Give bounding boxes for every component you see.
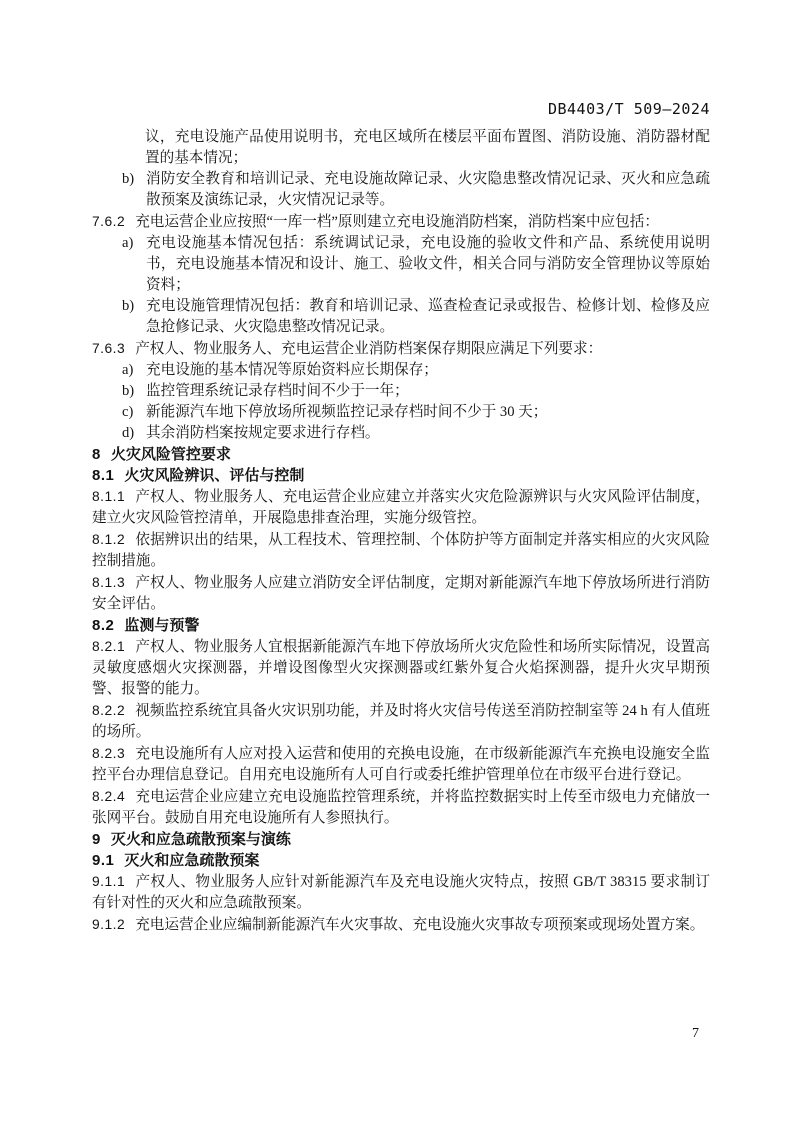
clause-text: 充电运营企业应建立充电设施监控管理系统，并将监控数据实时上传至市级电力充储放一张网平台。鼓励自用充电设施所有人参照执行。 [92, 789, 710, 826]
page-number: 7 [692, 1026, 699, 1041]
list-item-b [92, 381, 710, 402]
subsection-title: 灭火和应急疏散预案 [124, 852, 260, 869]
clause-text: 产权人、物业服务人、充电运营企业消防档案保存期限应满足下列要求： [135, 341, 603, 357]
section-title: 火灾风险管控要求 [110, 446, 231, 463]
list-item-text: 新能源汽车地下停放场所视频监控记录存档时间不少于 30 天； [146, 404, 548, 420]
subsection-title: 监测与预警 [124, 617, 200, 634]
list-item-a [92, 233, 710, 296]
clause-8-2-4 [92, 786, 710, 829]
subsection-number: 9.1 [92, 852, 115, 869]
clause-number: 7.6.3 [92, 341, 126, 356]
section-title: 灭火和应急疏散预案与演练 [110, 831, 291, 848]
list-item-text: 充电设施基本情况包括：系统调试记录，充电设施的验收文件和产品、系统使用说明书，充电设施基本情况和设计、施工、验收文件，相关合同与消防安全管理协议等原始资料； [146, 235, 710, 293]
clause-8-2-1 [92, 636, 710, 700]
standard-number-header: DB4403/T 509—2024 [547, 100, 710, 118]
list-marker: c) [122, 404, 134, 420]
list-item-text: 充电设施的基本情况等原始资料应长期保存； [146, 362, 438, 378]
clause-number: 7.6.2 [92, 214, 126, 229]
section-heading-8 [92, 444, 710, 465]
section-number: 8 [92, 446, 101, 463]
list-item-d [92, 423, 710, 444]
clause-number: 8.1.3 [92, 575, 126, 590]
subsection-number: 8.1 [92, 467, 115, 484]
list-item-text: 消防安全教育和培训记录、充电设施故障记录、火灾隐患整改情况记录、灭火和应急疏散预案及演练记录，火灾情况记录等。 [146, 171, 710, 208]
clause-8-1-2 [92, 529, 710, 572]
subsection-number: 8.2 [92, 617, 115, 634]
clause-text: 产权人、物业服务人宜根据新能源汽车地下停放场所火灾危险性和场所实际情况，设置高灵敏度感烟火灾探测器，并增设图像型火灾探测器或红紫外复合火焰探测器，提升火灾早期预警、报警的能力。 [92, 639, 710, 697]
clause-number: 9.1.2 [92, 917, 126, 932]
clause-text: 产权人、物业服务人应建立消防安全评估制度，定期对新能源汽车地下停放场所进行消防安全评估。 [92, 575, 710, 612]
clause-9-1-1 [92, 871, 710, 914]
list-marker: b) [122, 171, 135, 187]
subsection-heading-8-1 [92, 465, 710, 486]
clause-number: 8.2.4 [92, 789, 126, 804]
clause-text: 产权人、物业服务人应针对新能源汽车及充电设施火灾特点，按照 GB/T 38315 要求制订有针对性的灭火和应急疏散预案。 [92, 874, 710, 911]
list-item-text: 充电设施管理情况包括：教育和培训记录、巡查检查记录或报告、检修计划、检修及应急抢修记录、火灾隐患整改情况记录。 [146, 298, 710, 335]
list-marker: a) [122, 235, 134, 251]
clause-7-6-3 [92, 338, 710, 360]
list-item-text: 监控管理系统记录存档时间不少于一年； [146, 383, 409, 399]
clause-text: 充电运营企业应按照“一库一档”原则建立充电设施消防档案，消防档案中应包括： [135, 214, 659, 230]
list-item-a [92, 360, 710, 381]
clause-8-2-3 [92, 743, 710, 786]
document-body [92, 127, 710, 936]
subsection-title: 火灾风险辨识、评估与控制 [124, 467, 305, 484]
clause-text: 产权人、物业服务人、充电运营企业应建立并落实火灾危险源辨识与火灾风险评估制度，建立火灾风险管控清单，开展隐患排查治理，实施分级管控。 [92, 489, 710, 526]
paragraph-continuation: 议，充电设施产品使用说明书，充电区域所在楼层平面布置图、消防设施、消防器材配置的基本情况； [145, 129, 710, 166]
clause-text: 依据辨识出的结果，从工程技术、管理控制、个体防护等方面制定并落实相应的火灾风险控制措施。 [92, 532, 710, 569]
section-number: 9 [92, 831, 101, 848]
list-marker: a) [122, 362, 134, 378]
clause-number: 8.2.1 [92, 639, 126, 654]
list-marker: b) [122, 298, 135, 314]
section-heading-9 [92, 829, 710, 850]
subsection-heading-8-2 [92, 615, 710, 636]
list-item-text: 其余消防档案按规定要求进行存档。 [146, 425, 380, 441]
clause-8-2-2 [92, 700, 710, 743]
list-marker: d) [122, 425, 135, 441]
clause-8-1-3 [92, 572, 710, 615]
clause-number: 8.1.1 [92, 489, 126, 504]
clause-9-1-2 [92, 914, 710, 936]
clause-text: 视频监控系统宜具备火灾识别功能，并及时将火灾信号传送至消防控制室等 24 h 有人值班的场所。 [92, 703, 710, 740]
clause-7-6-2 [92, 211, 710, 233]
list-item-b [92, 169, 710, 211]
clause-number: 9.1.1 [92, 874, 126, 889]
clause-8-1-1 [92, 486, 710, 529]
subsection-heading-9-1 [92, 850, 710, 871]
clause-number: 8.2.3 [92, 746, 126, 761]
list-item-c [92, 402, 710, 423]
clause-text: 充电运营企业应编制新能源汽车火灾事故、充电设施火灾事故专项预案或现场处置方案。 [135, 917, 705, 933]
list-item-b [92, 296, 710, 338]
clause-number: 8.2.2 [92, 703, 126, 718]
clause-number: 8.1.2 [92, 532, 126, 547]
clause-text: 充电设施所有人应对投入运营和使用的充换电设施，在市级新能源汽车充换电设施安全监控平台办理信息登记。自用充电设施所有人可自行或委托维护管理单位在市级平台进行登记。 [92, 746, 710, 783]
list-marker: b) [122, 383, 135, 399]
